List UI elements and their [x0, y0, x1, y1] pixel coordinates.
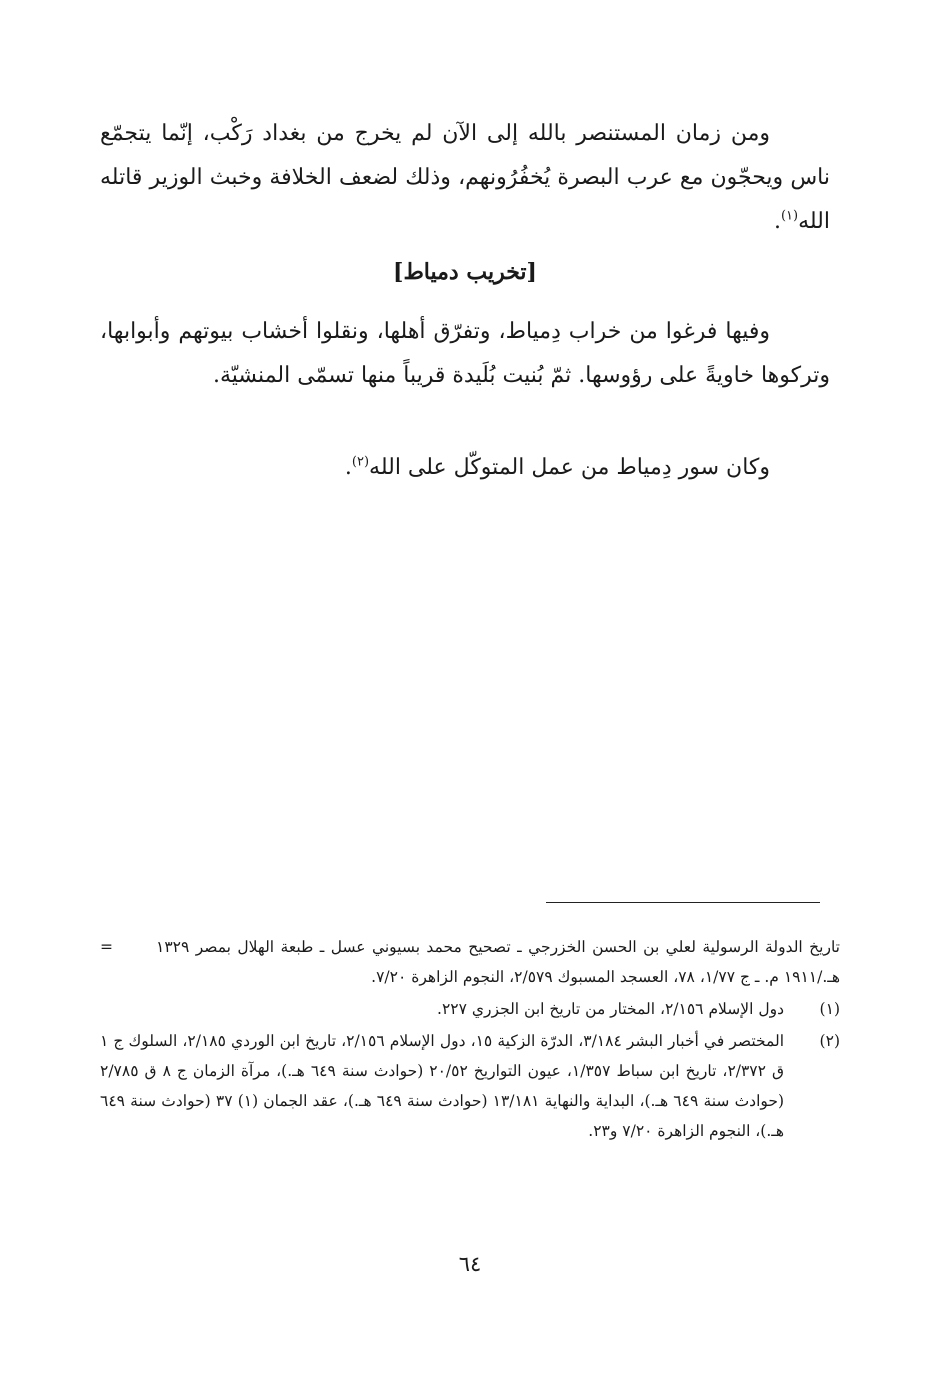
- paragraph-text: وفيها فرغوا من خراب دِمياط، وتفرّق أهلها، ونقلوا أخشاب بيوتهم وأبوابها، وتركوها خاويةً على رؤوسها. ثمّ بُنيت بُلَيدة قريباً منها تسمّى المنشيّة.: [100, 319, 830, 388]
- footnote-2: [100, 1026, 840, 1146]
- footnote-text: دول الإسلام ٢/١٥٦، المختار من تاريخ ابن الجزري ٢٢٧.: [437, 1000, 784, 1018]
- footnotes-section: [100, 932, 840, 1148]
- paragraph-damietta-wall: [100, 446, 830, 490]
- footnote-separator: [546, 902, 820, 903]
- footnote-ref-2[interactable]: (٢): [351, 454, 370, 470]
- page-number: ٦٤: [458, 1252, 482, 1276]
- footnote-text: المختصر في أخبار البشر ٣/١٨٤، الدرّة الزكية ١٥، دول الإسلام ٢/١٥٦، تاريخ ابن الوردي ٢/١٨٥، السلوك ج ١ ق ٢/٣٧٢، تاريخ ابن سباط ١/٣٥٧، عيون التواريخ ٢٠/٥٢ (حوادث سنة ٦٤٩ هـ.)، مرآة الزمان ج ٨ ق ٢/٧٨٥ (حوادث سنة ٦٤٩ هـ.)، البداية والنهاية ١٣/١٨١ (حوادث سنة ٦٤٩ هـ.)، عقد الجمان (١) ٣٧ (حوادث سنة ٦٤٩ هـ.)، النجوم الزاهرة ٧/٢٠ و٢٣.: [100, 1032, 785, 1140]
- paragraph-text: ومن زمان المستنصر بالله إلى الآن لم يخرج من بغداد رَكْب، إنّما يتجمّع ناس ويحجّون مع عرب البصرة يُخفُرُونهم، وذلك لضعف الخلافة وخبث الوزير قاتله الله: [100, 121, 831, 234]
- paragraph-end-punct: .: [344, 455, 352, 480]
- footnote-marker: (٢): [819, 1032, 840, 1050]
- footnote-marker: =: [100, 938, 113, 956]
- section-heading: [تخريب دمياط]: [393, 259, 537, 285]
- footnote-marker: (١): [819, 1000, 840, 1018]
- paragraph-text: وكان سور دِمياط من عمل المتوكّل على الله: [369, 455, 770, 480]
- footnote-text: تاريخ الدولة الرسولية لعلي بن الحسن الخزرجي ـ تصحيح محمد بسيوني عسل ـ طبعة الهلال بمصر ١٣٢٩ هـ./١٩١١ م. ـ ج ١/٧٧، ٧٨، العسجد المسبوك ٢/٥٧٩، النجوم الزاهرة ٧/٢٠.: [156, 938, 840, 986]
- paragraph-end-punct: .: [773, 209, 781, 234]
- footnote-ref-1[interactable]: (١): [780, 208, 799, 224]
- paragraph-damietta-destruction: [100, 310, 830, 398]
- paragraph-baghdad-pilgrimage: [100, 112, 830, 244]
- footnote-1: [100, 994, 840, 1024]
- footnote-continuation: [100, 932, 840, 992]
